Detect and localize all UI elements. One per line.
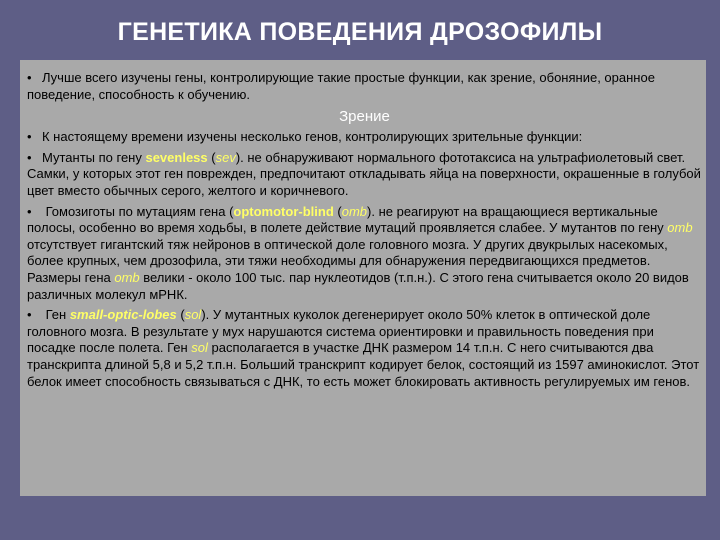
paragraph-text: ). не реагируют на вращающиеся вертикальные полосы, особенно во время ходьбы, в полете действие мутаций проявляется слабее. У мутантов по гену <box>27 203 668 236</box>
paragraph-text: отсутствует гигантский тяж нейронов в оптической доле головного мозга. У других двукрылых насекомых, более крупных, чем дрозофила, эти тяжи необходимы для обнаружения передвигающихся предметов. Размеры гена <box>27 236 668 285</box>
gene-abbr-omb: omb <box>341 203 368 219</box>
paragraph-text: ( <box>176 307 185 323</box>
intro-text: Лучше всего изучены гены, контролирующие такие простые функции, как зрение, обоняние, оранное поведение, способность к обучению. <box>27 70 655 102</box>
gene-abbr-omb: omb <box>114 269 140 285</box>
gene-name-optomotor-blind: optomotor-blind <box>233 203 334 219</box>
bullet-icon: • <box>27 203 32 219</box>
paragraph-small-optic-lobes <box>27 307 702 390</box>
gene-abbr-sev: sev <box>215 149 236 165</box>
section-heading-vision: Зрение <box>339 108 390 126</box>
paragraph-optomotor-blind <box>27 204 702 304</box>
paragraph-text: Мутанты по гену <box>42 149 146 165</box>
intro-paragraph <box>27 70 702 103</box>
gene-abbr-omb: omb <box>667 220 693 236</box>
gene-name-sevenless: sevenless <box>145 149 208 165</box>
bullet-icon: • <box>27 149 32 165</box>
gene-name-small-optic-lobes: small-optic-lobes <box>69 307 177 323</box>
bullet-icon: • <box>27 307 32 323</box>
paragraph-text: ( <box>207 149 216 165</box>
paragraph-text: велики - около 100 тыс. пар нуклеотидов (т.п.н.). С этого гена считывается около 20 видов различных молекул мРНК. <box>27 269 689 302</box>
bullet-icon: • <box>27 129 32 145</box>
content-box <box>20 60 706 496</box>
paragraph-text: располагается в участке ДНК размером 14 т.п.н. С него считываются два транскрипта длиной 5,8 и 5,2 т.п.н. Больший транскрипт кодирует белок, состоящий из 1597 аминокислот. Этот белок имеет способность связываться с ДНК, то есть может блокировать активность регулируемых им генов. <box>27 340 700 389</box>
paragraph-genes-overview <box>27 129 702 146</box>
paragraph-text: К настоящему времени изучены несколько генов, контролирующих зрительные функции: <box>42 129 583 145</box>
paragraph-text: Ген <box>42 307 70 323</box>
paragraph-text: ). не обнаруживают нормального фототаксиса на ультрафиолетовый свет. Самки, у которых этот ген поврежден, предпочитают откладывать яйца на поверхности, окрашенные в голубой цвет вместо обычных серого, желтого и коричневого. <box>27 149 701 198</box>
gene-abbr-sol: sol <box>191 340 208 356</box>
paragraph-text: Гомозиготы по мутациям гена ( <box>42 203 234 219</box>
gene-abbr-sol: sol <box>184 307 202 323</box>
paragraph-sevenless <box>27 150 702 200</box>
slide-title: ГЕНЕТИКА ПОВЕДЕНИЯ ДРОЗОФИЛЫ <box>117 18 603 46</box>
paragraph-text: ). У мутантных куколок дегенерирует около 50% клеток в оптической доле головного мозга. В результате у мух нарушаются система ориентировки и правильность поведения при посадке после полета. Ген <box>27 307 654 356</box>
paragraph-text: ( <box>333 203 342 219</box>
bullet-icon: • <box>27 70 32 85</box>
